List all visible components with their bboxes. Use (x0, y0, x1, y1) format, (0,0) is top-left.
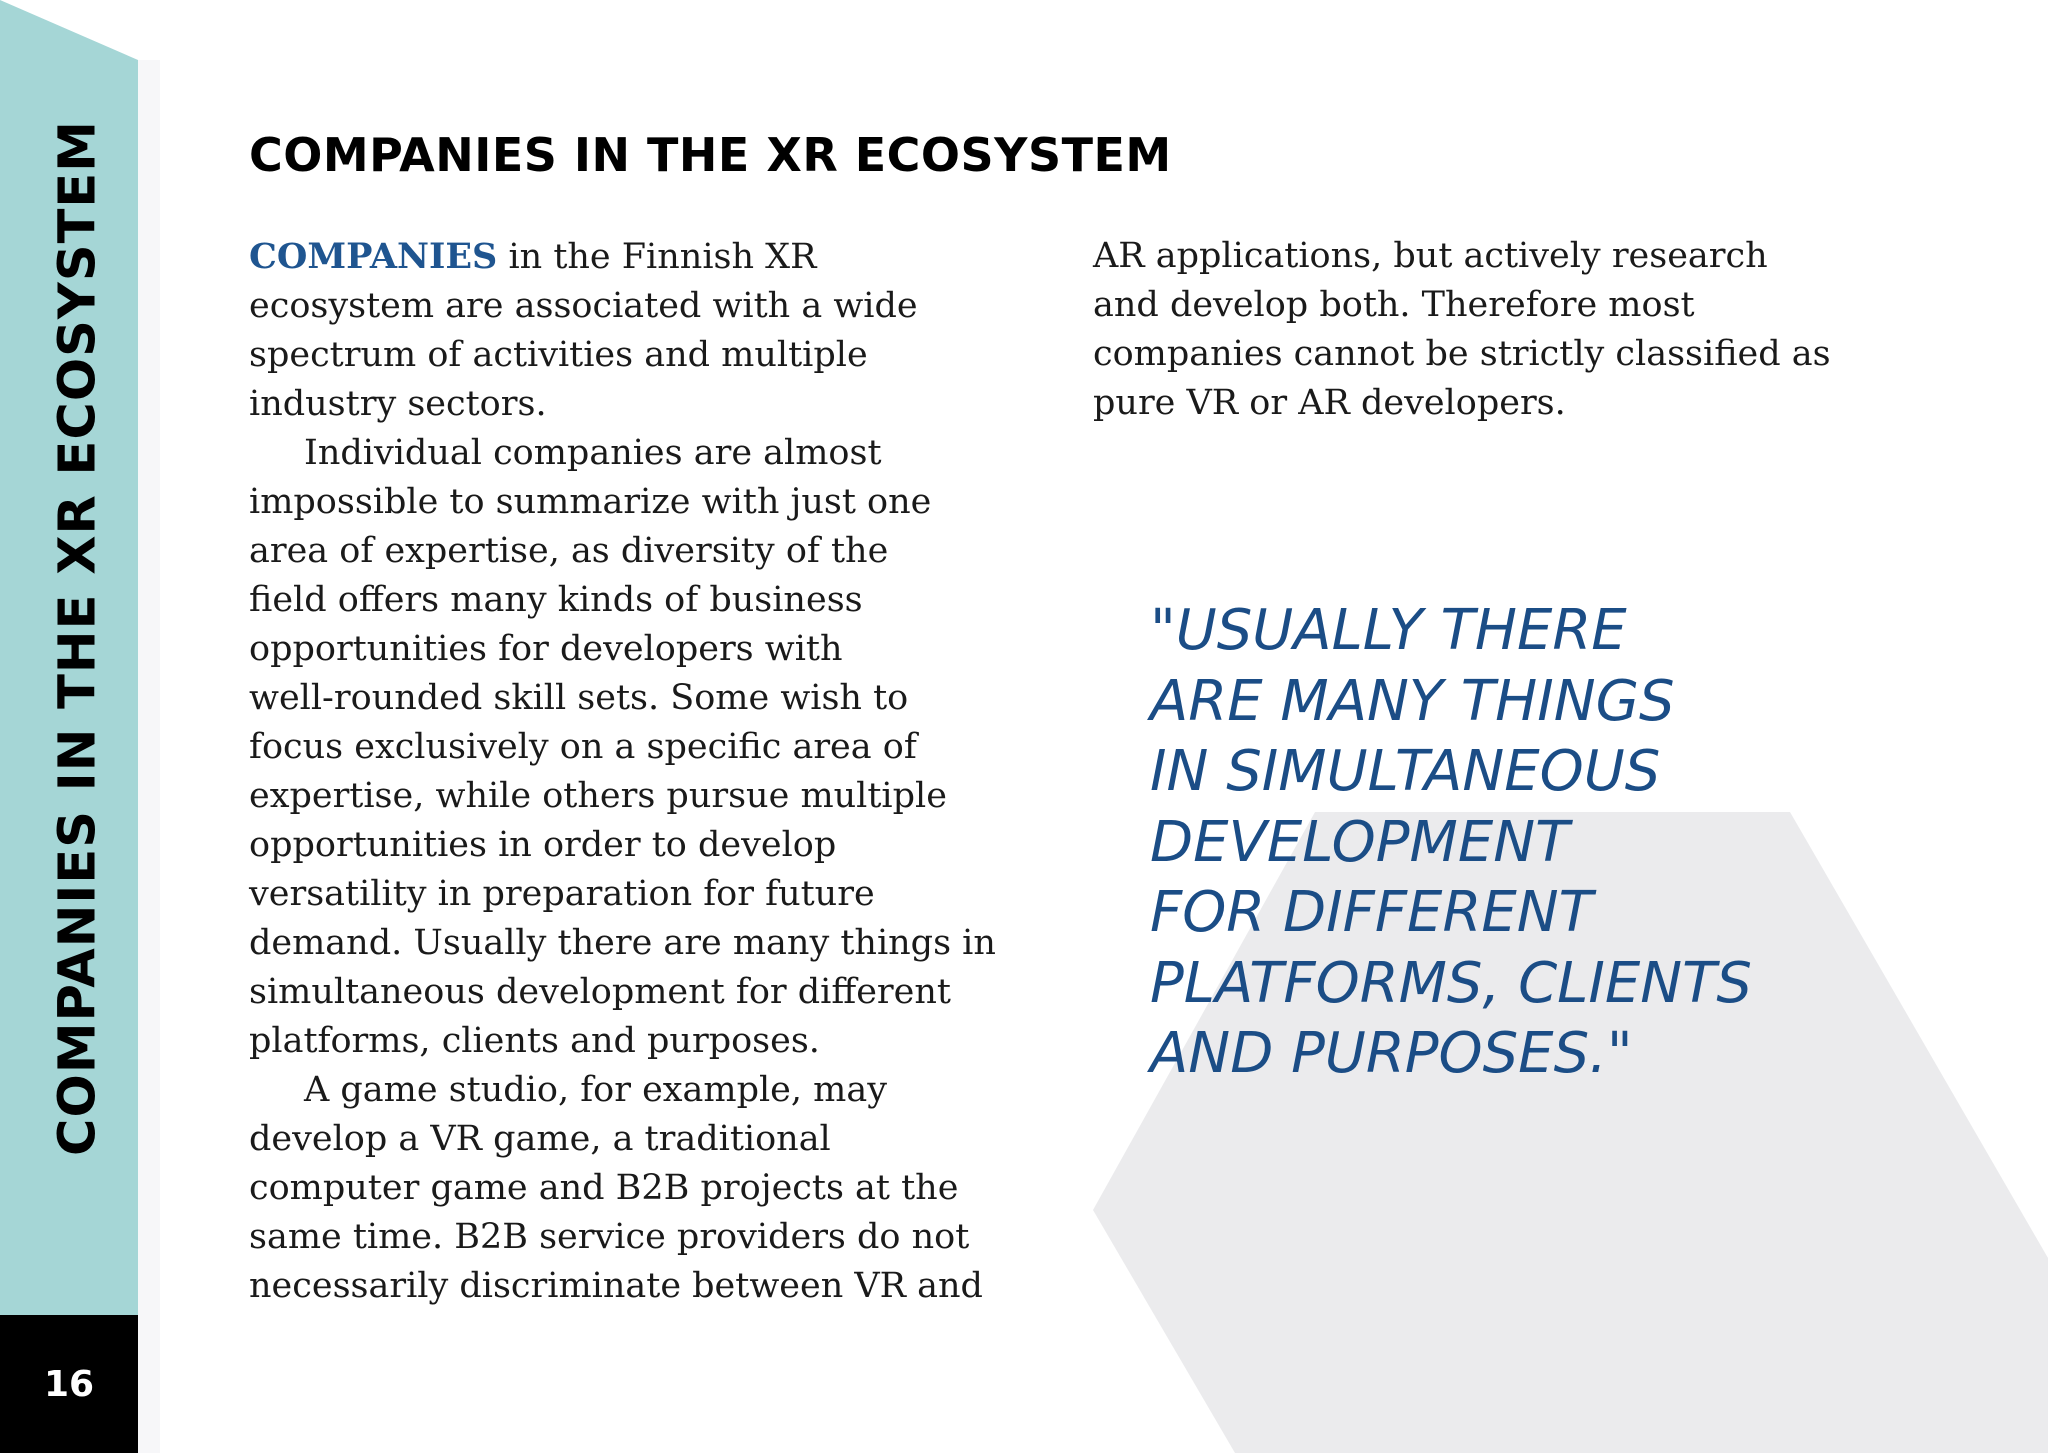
body-line: and develop both. Therefore most (1093, 285, 1695, 325)
lead-word: COMPANIES (249, 236, 498, 277)
pull-quote-line: DEVELOPMENT (1150, 809, 1570, 875)
body-line: COMPANIES in the Finnish XR (249, 236, 817, 277)
body-line: platforms, clients and purposes. (249, 1021, 820, 1061)
body-column-right (1093, 232, 1993, 428)
body-line: companies cannot be strictly classified as (1093, 334, 1831, 374)
body-line: necessarily discriminate between VR and (249, 1266, 983, 1306)
body-line: impossible to summarize with just one (249, 482, 932, 522)
body-line: industry sectors. (249, 384, 547, 424)
body-line: simultaneous development for different (249, 972, 951, 1012)
pull-quote-line: FOR DIFFERENT (1150, 880, 1593, 945)
page-number: 16 (43, 1363, 95, 1405)
body-line: spectrum of activities and multiple (249, 335, 868, 375)
pull-quote-line: IN SIMULTANEOUS (1150, 739, 1661, 804)
page-title: COMPANIES IN THE XR ECOSYSTEM (249, 128, 1172, 182)
body-line: opportunities in order to develop (249, 825, 837, 865)
body-line: opportunities for developers with (249, 629, 843, 669)
body-line: field offers many kinds of business (249, 580, 863, 620)
body-line: pure VR or AR developers. (1093, 383, 1566, 423)
body-line: same time. B2B service providers do not (249, 1217, 970, 1257)
pull-quote-line: "USUALLY THERE (1150, 598, 1627, 663)
body-column-left (249, 232, 1069, 1311)
body-line: versatility in preparation for future (249, 874, 875, 914)
body-line: AR applications, but actively research (1093, 236, 1768, 276)
body-line: ecosystem are associated with a wide (249, 286, 918, 326)
pull-quote-line: ARE MANY THINGS (1150, 668, 1675, 734)
section-side-title: COMPANIES IN THE XR ECOSYSTEM (48, 120, 108, 1156)
body-line: computer game and B2B projects at the (249, 1168, 959, 1208)
body-line: well-rounded skill sets. Some wish to (249, 678, 909, 718)
body-line: focus exclusively on a specific area of (249, 727, 917, 767)
body-line: Individual companies are almost (304, 433, 882, 473)
body-line: develop a VR game, a traditional (249, 1119, 831, 1159)
pull-quote-line: AND PURPOSES." (1150, 1021, 1633, 1086)
body-line: expertise, while others pursue multiple (249, 776, 947, 816)
pull-quote (1150, 596, 1752, 1090)
body-line: area of expertise, as diversity of the (249, 531, 889, 571)
section-side-band (0, 0, 138, 1453)
pull-quote-line: PLATFORMS, CLIENTS (1150, 950, 1752, 1016)
body-line: demand. Usually there are many things in (249, 923, 996, 963)
body-line: A game studio, for example, may (304, 1070, 887, 1110)
